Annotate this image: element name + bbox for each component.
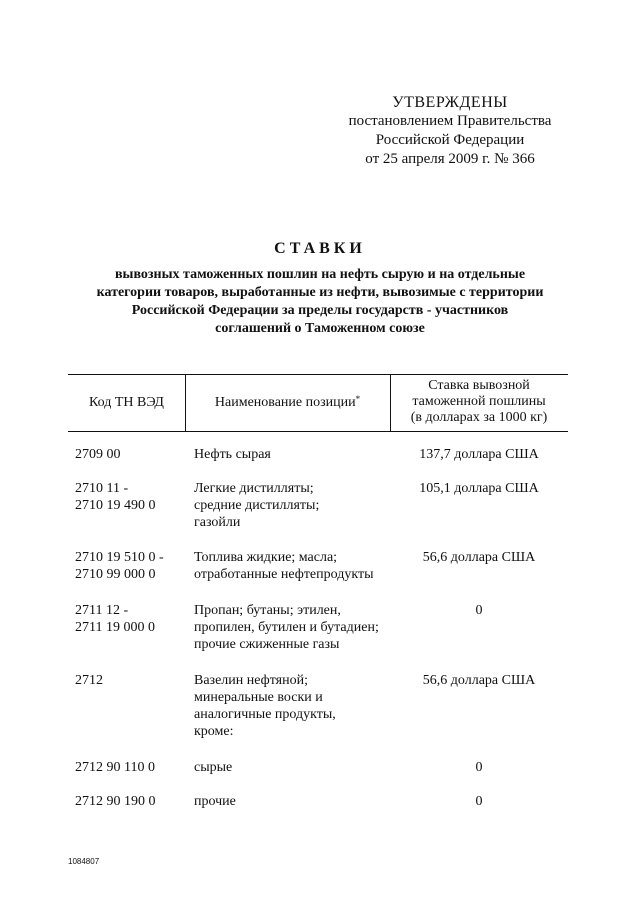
subtitle-line: категории товаров, выработанные из нефти, вывозимые с территории — [96, 285, 544, 300]
row-name-line: Легкие дистилляты; — [194, 481, 314, 496]
subtitle-line: вывозных таможенных пошлин на нефть сырую и на отдельные — [114, 267, 526, 282]
document-subtitle — [60, 266, 580, 338]
row-name-line: Вазелин нефтяной; — [194, 673, 308, 688]
row-name-line: Нефть сырая — [194, 447, 271, 462]
row-code — [75, 672, 185, 689]
row-rate: 105,1 доллара США — [419, 481, 539, 496]
row-name-line: пропилен, бутилен и бутадиен; — [194, 620, 379, 635]
row-code-line: 2711 19 000 0 — [75, 620, 155, 635]
approval-block — [330, 93, 570, 169]
row-name — [194, 549, 394, 583]
row-code-line: 2710 99 000 0 — [75, 567, 156, 582]
header-rate-line: (в долларах за 1000 кг) — [410, 410, 548, 425]
row-name — [194, 759, 394, 776]
row-code — [75, 793, 185, 810]
row-rate: 56,6 доллара США — [422, 550, 536, 565]
row-name-line: средние дистилляты; — [194, 498, 320, 513]
header-footnote-mark: * — [355, 394, 361, 404]
row-code-line: 2709 00 — [75, 447, 121, 462]
header-name-label: Наименование позиции — [214, 395, 356, 410]
row-name-line: Пропан; бутаны; этилен, — [194, 603, 341, 618]
row-code-line: 2710 11 - — [75, 481, 129, 496]
header-rate-line: таможенной пошлины — [412, 394, 546, 409]
subtitle-line: Российской Федерации за пределы государств - участников — [131, 303, 509, 318]
table-top-rule — [68, 374, 568, 375]
row-code-line: 2712 90 110 0 — [75, 760, 155, 775]
subtitle-line: соглашений о Таможенном союзе — [215, 321, 425, 336]
row-rate: 0 — [475, 794, 483, 809]
row-code — [75, 446, 185, 463]
row-code-line: 2710 19 510 0 - — [75, 550, 164, 565]
approval-line: от 25 апреля 2009 г. № 366 — [365, 151, 535, 167]
row-name-line: прочие сжиженные газы — [194, 637, 340, 652]
document-title: СТАВКИ — [274, 240, 366, 257]
row-name-line: прочие — [194, 794, 236, 809]
row-code-line: 2711 12 - — [75, 603, 129, 618]
row-name — [194, 672, 394, 740]
row-code — [75, 480, 185, 514]
row-name-line: аналогичные продукты, — [194, 707, 336, 722]
row-rate: 137,7 доллара США — [419, 447, 539, 462]
row-name-line: Топлива жидкие; масла; — [194, 550, 338, 565]
row-code-line: 2710 19 490 0 — [75, 498, 156, 513]
row-code — [75, 602, 185, 636]
table-header-rule — [68, 431, 568, 432]
document-id: 1084807 — [68, 857, 100, 866]
approval-line: постановлением Правительства — [348, 113, 552, 129]
row-name-line: кроме: — [194, 724, 234, 739]
row-name-line: сырые — [194, 760, 233, 775]
approval-heading: УТВЕРЖДЕНЫ — [392, 94, 508, 111]
approval-line: Российской Федерации — [375, 132, 525, 148]
row-name — [194, 793, 394, 810]
row-name — [194, 480, 394, 531]
row-code — [75, 759, 185, 776]
row-rate: 0 — [475, 760, 483, 775]
row-name — [194, 446, 394, 463]
header-rate-line: Ставка вывозной — [428, 378, 530, 393]
row-name — [194, 602, 394, 653]
row-code — [75, 549, 185, 583]
header-name — [185, 395, 390, 411]
row-name-line: минеральные воски и — [194, 690, 323, 705]
row-code-line: 2712 90 190 0 — [75, 794, 156, 809]
row-name-line: газойли — [194, 515, 241, 530]
row-code-line: 2712 — [75, 673, 103, 688]
row-rate: 0 — [475, 603, 483, 618]
header-code: Код ТН ВЭД — [89, 395, 164, 410]
header-rate — [390, 378, 568, 426]
row-rate: 56,6 доллара США — [422, 673, 536, 688]
row-name-line: отработанные нефтепродукты — [194, 567, 374, 582]
